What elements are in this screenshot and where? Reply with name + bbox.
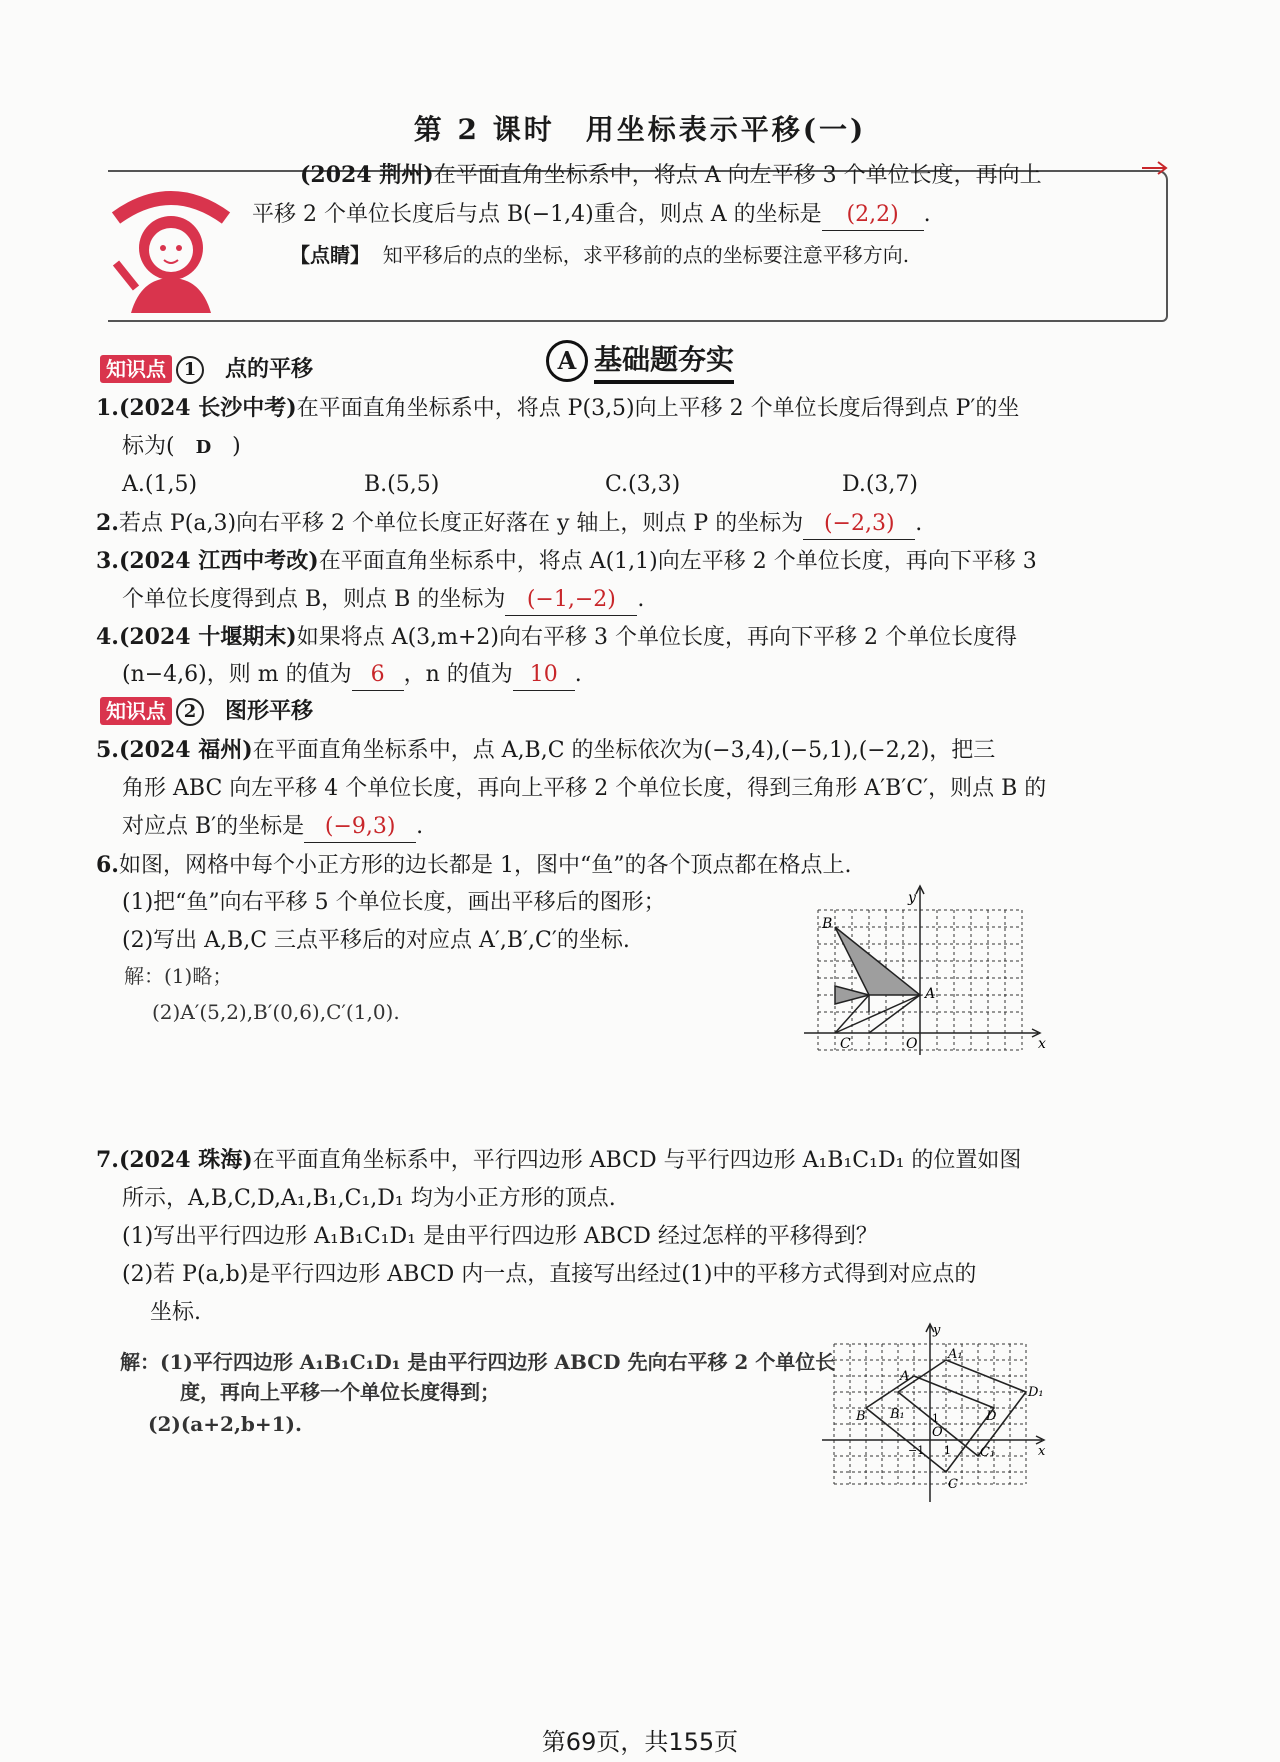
q6-figure xyxy=(800,880,1050,1065)
q5-text: 在平面直角坐标系中，点 A,B,C 的坐标依次为(−3,4),(−5,1),(−2,2)，把三 xyxy=(252,738,996,763)
q7-fig-o-label: O xyxy=(932,1425,943,1440)
q7-fig-tick-x1: 1 xyxy=(944,1444,951,1457)
q7-sub2b: 坐标. xyxy=(150,1300,201,1325)
q1-bracket-close: ) xyxy=(232,434,241,459)
q1-answer: D xyxy=(195,437,212,458)
q7-text: 在平面直角坐标系中，平行四边形 ABCD 与平行四边形 A₁B₁C₁D₁ 的位置如图 xyxy=(252,1148,1022,1173)
q7-source: (2024 珠海) xyxy=(118,1147,253,1173)
q7-sub1: (1)写出平行四边形 A₁B₁C₁D₁ 是由平行四边形 ABCD 经过怎样的平移得到？ xyxy=(122,1224,878,1249)
q7-sub2: (2)若 P(a,b)是平行四边形 ABCD 内一点，直接写出经过(1)中的平移方式得到对应点的 xyxy=(122,1262,977,1287)
q2-answer: (−2,3) xyxy=(803,509,915,540)
q3-period: . xyxy=(637,587,645,612)
kp2-num: 2 xyxy=(176,698,204,726)
kp2-tag: 知识点 xyxy=(100,697,172,725)
q2-num: 2. xyxy=(96,510,119,536)
q5-source: (2024 福州) xyxy=(118,737,253,763)
page-title: 第 2 课时 用坐标表示平移(一) xyxy=(413,113,867,146)
q1-option-a: A.(1,5) xyxy=(122,472,198,497)
q4-line2 xyxy=(122,660,582,691)
q2-period: . xyxy=(915,511,923,536)
q5-num: 5. xyxy=(96,737,119,763)
kp1-title: 点的平移 xyxy=(225,356,314,382)
q1-option-c: C.(3,3) xyxy=(605,472,681,497)
kp1-num: 1 xyxy=(176,356,204,384)
q7-fig-c1-label: C₁ xyxy=(980,1445,996,1460)
kp2-title: 图形平移 xyxy=(225,698,314,724)
q4-line1 xyxy=(96,622,1017,653)
q4-text3: ，n 的值为 xyxy=(403,662,513,687)
q7-sol1b: 度，再向上平移一个单位长度得到； xyxy=(180,1380,500,1404)
q5-period: . xyxy=(416,814,424,839)
intro-answer: (2,2) xyxy=(822,200,924,231)
q6-fig-b-label: B xyxy=(822,916,833,932)
q3-source: (2024 江西中考改) xyxy=(118,548,319,574)
section-letter: A xyxy=(546,340,588,382)
page-footer: 第69页，共155页 xyxy=(541,1728,739,1756)
q4-num: 4. xyxy=(96,624,119,650)
q1-bracket-open: 标为( xyxy=(122,434,175,459)
q7-fig-tick-y1: 1 xyxy=(932,1412,939,1425)
q5-line3 xyxy=(122,812,423,843)
kp2-header xyxy=(100,696,313,727)
q6-sub2: (2)写出 A,B,C 三点平移后的对应点 A′,B′,C′的坐标. xyxy=(122,928,630,953)
q4-period: . xyxy=(574,662,582,687)
q6-fig-o-label: O xyxy=(906,1036,918,1052)
q5-line2: 角形 ABC 向左平移 4 个单位长度，再向上平移 2 个单位长度，得到三角形 A′B′C′，则点 B 的 xyxy=(122,776,1047,801)
q3-text2: 个单位长度得到点 B，则点 B 的坐标为 xyxy=(122,587,506,612)
q6-line1 xyxy=(96,850,851,881)
q6-fig-a-label: A xyxy=(925,986,936,1002)
q3-answer: (−1,−2) xyxy=(505,585,637,616)
q4-text: 如果将点 A(3,m+2)向右平移 3 个单位长度，再向下平移 2 个单位长度得 xyxy=(296,625,1017,650)
q1-text: 在平面直角坐标系中，将点 P(3,5)向上平移 2 个单位长度后得到点 P′的坐 xyxy=(296,396,1020,421)
intro-line2: 平移 2 个单位长度后与点 B(−1,4)重合，则点 A 的坐标是 xyxy=(252,202,822,227)
q2-text: 若点 P(a,3)向右平移 2 个单位长度正好落在 y 轴上，则点 P 的坐标为 xyxy=(118,511,804,536)
q3-line1 xyxy=(96,546,1037,577)
section-title: 基础题夯实 xyxy=(594,338,734,384)
q7-line2: 所示，A,B,C,D,A₁,B₁,C₁,D₁ 均为小正方形的顶点. xyxy=(122,1186,616,1211)
q7-fig-d-label: D xyxy=(986,1409,997,1424)
q7-fig-a1-label: A₁ xyxy=(948,1347,963,1362)
q1-line2 xyxy=(122,432,241,463)
q1-num: 1. xyxy=(96,395,119,421)
mascot-icon xyxy=(96,178,246,318)
q7-line1 xyxy=(96,1145,1021,1176)
intro-line1: 在平面直角坐标系中，将点 A 向左平移 3 个单位长度，再向上 xyxy=(433,163,1042,188)
q7-fig-b1-label: B₁ xyxy=(890,1407,905,1422)
q7-fig-d1-label: D₁ xyxy=(1028,1385,1044,1400)
q3-line2 xyxy=(122,585,644,616)
q7-fig-y-label: y xyxy=(933,1323,941,1338)
q7-sol1a: 解：(1)平行四边形 A₁B₁C₁D₁ 是由平行四边形 ABCD 先向右平移 2 个单位长 xyxy=(120,1350,836,1374)
q6-fig-x-label: x xyxy=(1038,1036,1046,1052)
q5-line1 xyxy=(96,735,995,766)
q7-fig-a-label: A xyxy=(900,1369,910,1384)
kp1-header xyxy=(100,354,313,385)
intro-period: . xyxy=(923,202,931,227)
tip-text: 知平移后的点的坐标，求平移前的点的坐标要注意平移方向. xyxy=(382,243,910,267)
q6-num: 6. xyxy=(96,852,119,878)
kp1-tag: 知识点 xyxy=(100,355,172,383)
q6-fig-c-label: C xyxy=(840,1036,851,1052)
q1-source: (2024 长沙中考) xyxy=(118,395,297,421)
q1-option-d: D.(3,7) xyxy=(842,472,919,497)
q7-fig-tick-xm1: −1 xyxy=(908,1444,925,1457)
q6-text: 如图，网格中每个小正方形的边长都是 1，图中“鱼”的各个顶点都在格点上. xyxy=(118,853,852,878)
q4-text2: (n−4,6)，则 m 的值为 xyxy=(122,662,352,687)
q4-answer-m: 6 xyxy=(352,660,404,691)
q7-fig-b-label: B xyxy=(856,1409,866,1424)
q1-option-b: B.(5,5) xyxy=(364,472,440,497)
q7-num: 7. xyxy=(96,1147,119,1173)
q7-figure xyxy=(820,1320,1050,1510)
q4-answer-n: 10 xyxy=(513,660,575,691)
q6-sol2: (2)A′(5,2),B′(0,6),C′(1,0). xyxy=(152,1000,400,1024)
q1-line1 xyxy=(96,393,1019,424)
q2 xyxy=(96,508,922,540)
q3-num: 3. xyxy=(96,548,119,574)
tip-label: 【点睛】 xyxy=(290,243,370,267)
q6-sol1: 解：(1)略； xyxy=(124,964,233,988)
q6-fig-y-label: y xyxy=(908,890,916,906)
q7-fig-x-label: x xyxy=(1038,1444,1046,1459)
intro-source: (2024 荆州) xyxy=(300,162,434,188)
q3-text: 在平面直角坐标系中，将点 A(1,1)向左平移 2 个单位长度，再向下平移 3 xyxy=(318,549,1037,574)
arrow-icon xyxy=(1140,160,1170,180)
q6-sub1: (1)把“鱼”向右平移 5 个单位长度，画出平移后的图形； xyxy=(122,890,666,915)
q5-answer: (−9,3) xyxy=(304,812,416,843)
q7-fig-c-label: C xyxy=(948,1477,958,1492)
q4-source: (2024 十堰期末) xyxy=(118,624,297,650)
q7-sol2: (2)(a+2,b+1). xyxy=(148,1412,302,1436)
q5-text3: 对应点 B′的坐标是 xyxy=(122,814,305,839)
